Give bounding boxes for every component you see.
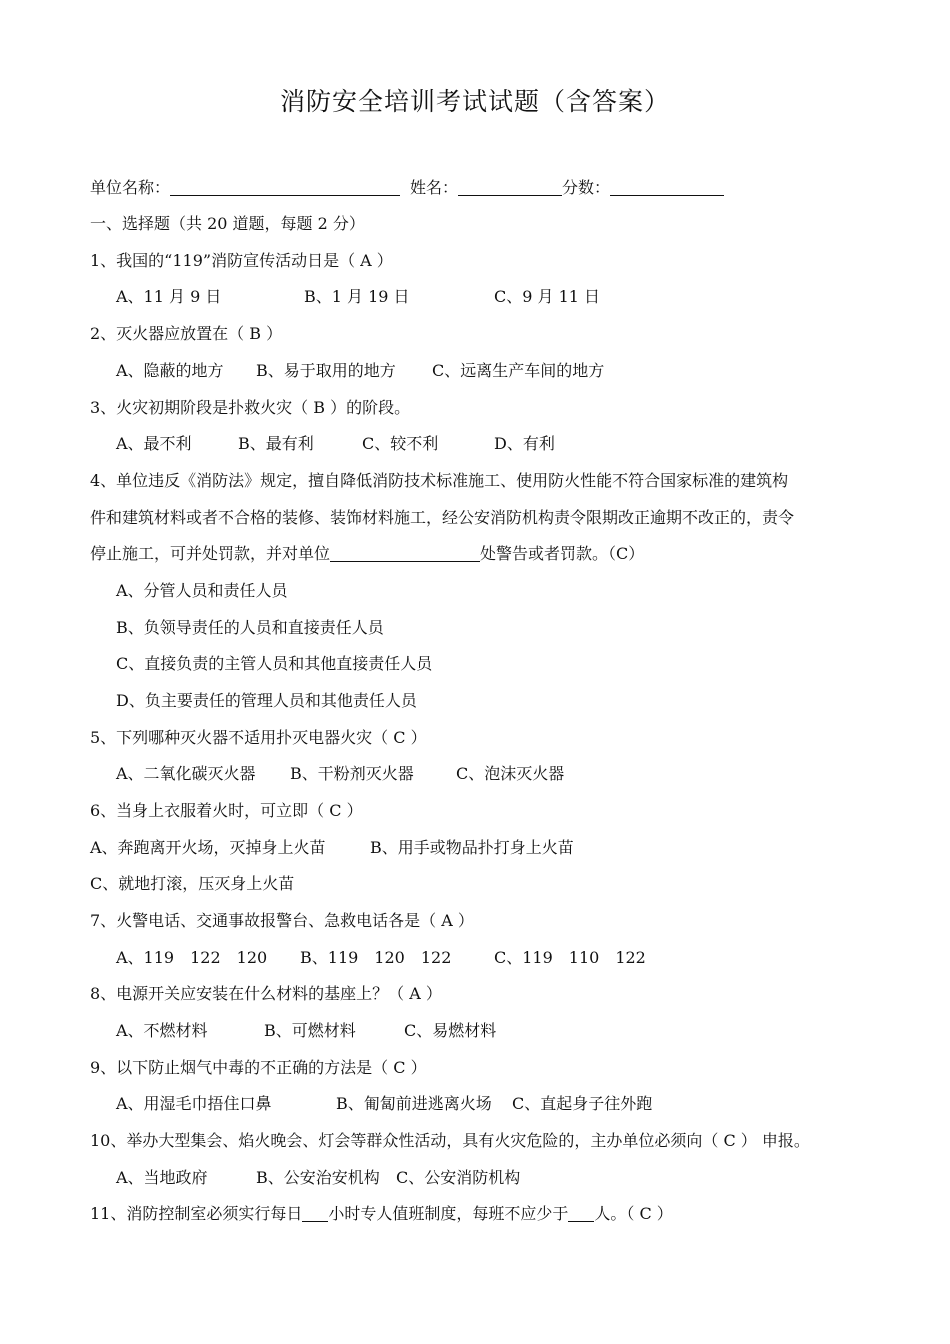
question-11 (90, 1202, 673, 1226)
question-4-line-1: 4、单位违反《消防法》规定，擅自降低消防技术标准施工、使用防火性能不符合国家标准的建筑构 (90, 471, 789, 490)
question-5-options (116, 762, 564, 786)
question-2: 2、灭火器应放置在（ B ） (90, 324, 283, 343)
option-b: B、1 月 19 日 (304, 287, 410, 306)
score-label: 分数： (562, 178, 611, 197)
question-7: 7、火警电话、交通事故报警台、急救电话各是（ A ） (90, 911, 474, 930)
question-6-options (90, 836, 574, 860)
question-10: 10、举办大型集会、焰火晚会、灯会等群众性活动，具有火灾危险的，主办单位必须向（ C ） 申报。 (90, 1131, 810, 1150)
question-4-line-2: 件和建筑材料或者不合格的装修、装饰材料施工，经公安消防机构责令限期改正逾期不改正的，责令 (90, 508, 795, 527)
unit-blank[interactable] (170, 177, 400, 196)
option-c: C、9 月 11 日 (494, 287, 601, 306)
option-a: A、最不利 (116, 434, 192, 453)
unit-label: 单位名称： (90, 178, 171, 197)
option-c: C、较不利 (362, 434, 439, 453)
option-c: C、远离生产车间的地方 (432, 361, 605, 380)
question-11-text: 11、消防控制室必须实行每日 (90, 1204, 303, 1223)
option-b: B、负领导责任的人员和直接责任人员 (116, 618, 384, 637)
option-a: A、用湿毛巾捂住口鼻 (116, 1094, 272, 1113)
option-a: A、奔跑离开火场，灭掉身上火苗 (90, 838, 326, 857)
option-a: A、当地政府 (116, 1168, 208, 1187)
question-7-options (116, 946, 646, 970)
option-b: B、干粉剂灭火器 (290, 764, 414, 783)
question-2-options (116, 359, 604, 383)
option-b: B、匍匐前进逃离火场 (336, 1094, 492, 1113)
question-8: 8、电源开关应安装在什么材料的基座上？（ A ） (90, 984, 442, 1003)
hours-blank[interactable] (302, 1203, 328, 1222)
page-title: 消防安全培训考试试题（含答案） (279, 87, 670, 116)
option-d: D、负主要责任的管理人员和其他责任人员 (116, 691, 417, 710)
question-3: 3、火灾初期阶段是扑救火灾（ B ）的阶段。 (90, 398, 411, 417)
option-c: C、就地打滚，压灭身上火苗 (90, 874, 295, 893)
section-heading: 一、选择题（共 20 道题，每题 2 分） (90, 214, 365, 233)
option-b: B、易于取用的地方 (256, 361, 396, 380)
option-a: A、隐蔽的地方 (116, 361, 224, 380)
question-11-text-mid: 小时专人值班制度，每班不应少于 (328, 1204, 569, 1223)
question-8-options (116, 1019, 496, 1043)
question-6: 6、当身上衣服着火时，可立即（ C ） (90, 801, 363, 820)
option-c: C、泡沫灭火器 (456, 764, 565, 783)
option-a: A、119 122 120 (116, 948, 268, 967)
question-11-text-end: 人。（ C ） (594, 1204, 673, 1223)
question-4-blank[interactable] (330, 543, 480, 562)
option-c: C、119 110 122 (494, 948, 646, 967)
header-fields (90, 176, 724, 200)
question-4-text-end: 处警告或者罚款。（C） (480, 544, 645, 563)
option-a: A、不燃材料 (116, 1021, 208, 1040)
option-d: D、有利 (494, 434, 555, 453)
name-label: 姓名： (410, 178, 459, 197)
option-a: A、二氧化碳灭火器 (116, 764, 256, 783)
question-4-text: 停止施工，可并处罚款，并对单位 (90, 544, 331, 563)
score-blank[interactable] (610, 177, 724, 196)
question-3-options (116, 432, 555, 456)
option-c: C、公安消防机构 (396, 1168, 521, 1187)
option-b: B、可燃材料 (264, 1021, 356, 1040)
question-5: 5、下列哪种灭火器不适用扑灭电器火灾（ C ） (90, 728, 427, 747)
question-1: 1、我国的“119”消防宣传活动日是（ A ） (90, 251, 393, 270)
option-c: C、直起身子往外跑 (512, 1094, 653, 1113)
option-b: B、最有利 (238, 434, 314, 453)
option-a: A、11 月 9 日 (116, 287, 222, 306)
question-9: 9、以下防止烟气中毒的不正确的方法是（ C ） (90, 1058, 427, 1077)
option-a: A、分管人员和责任人员 (116, 581, 288, 600)
option-b: B、用手或物品扑打身上火苗 (370, 838, 574, 857)
option-b: B、119 120 122 (300, 948, 452, 967)
question-9-options (116, 1092, 652, 1116)
option-c: C、易燃材料 (404, 1021, 497, 1040)
option-b: B、公安治安机构 (256, 1168, 380, 1187)
name-blank[interactable] (458, 177, 562, 196)
people-blank[interactable] (568, 1203, 594, 1222)
question-10-options (116, 1166, 520, 1190)
option-c: C、直接负责的主管人员和其他直接责任人员 (116, 654, 433, 673)
question-1-options (116, 285, 600, 309)
question-4-line-3 (90, 542, 644, 566)
